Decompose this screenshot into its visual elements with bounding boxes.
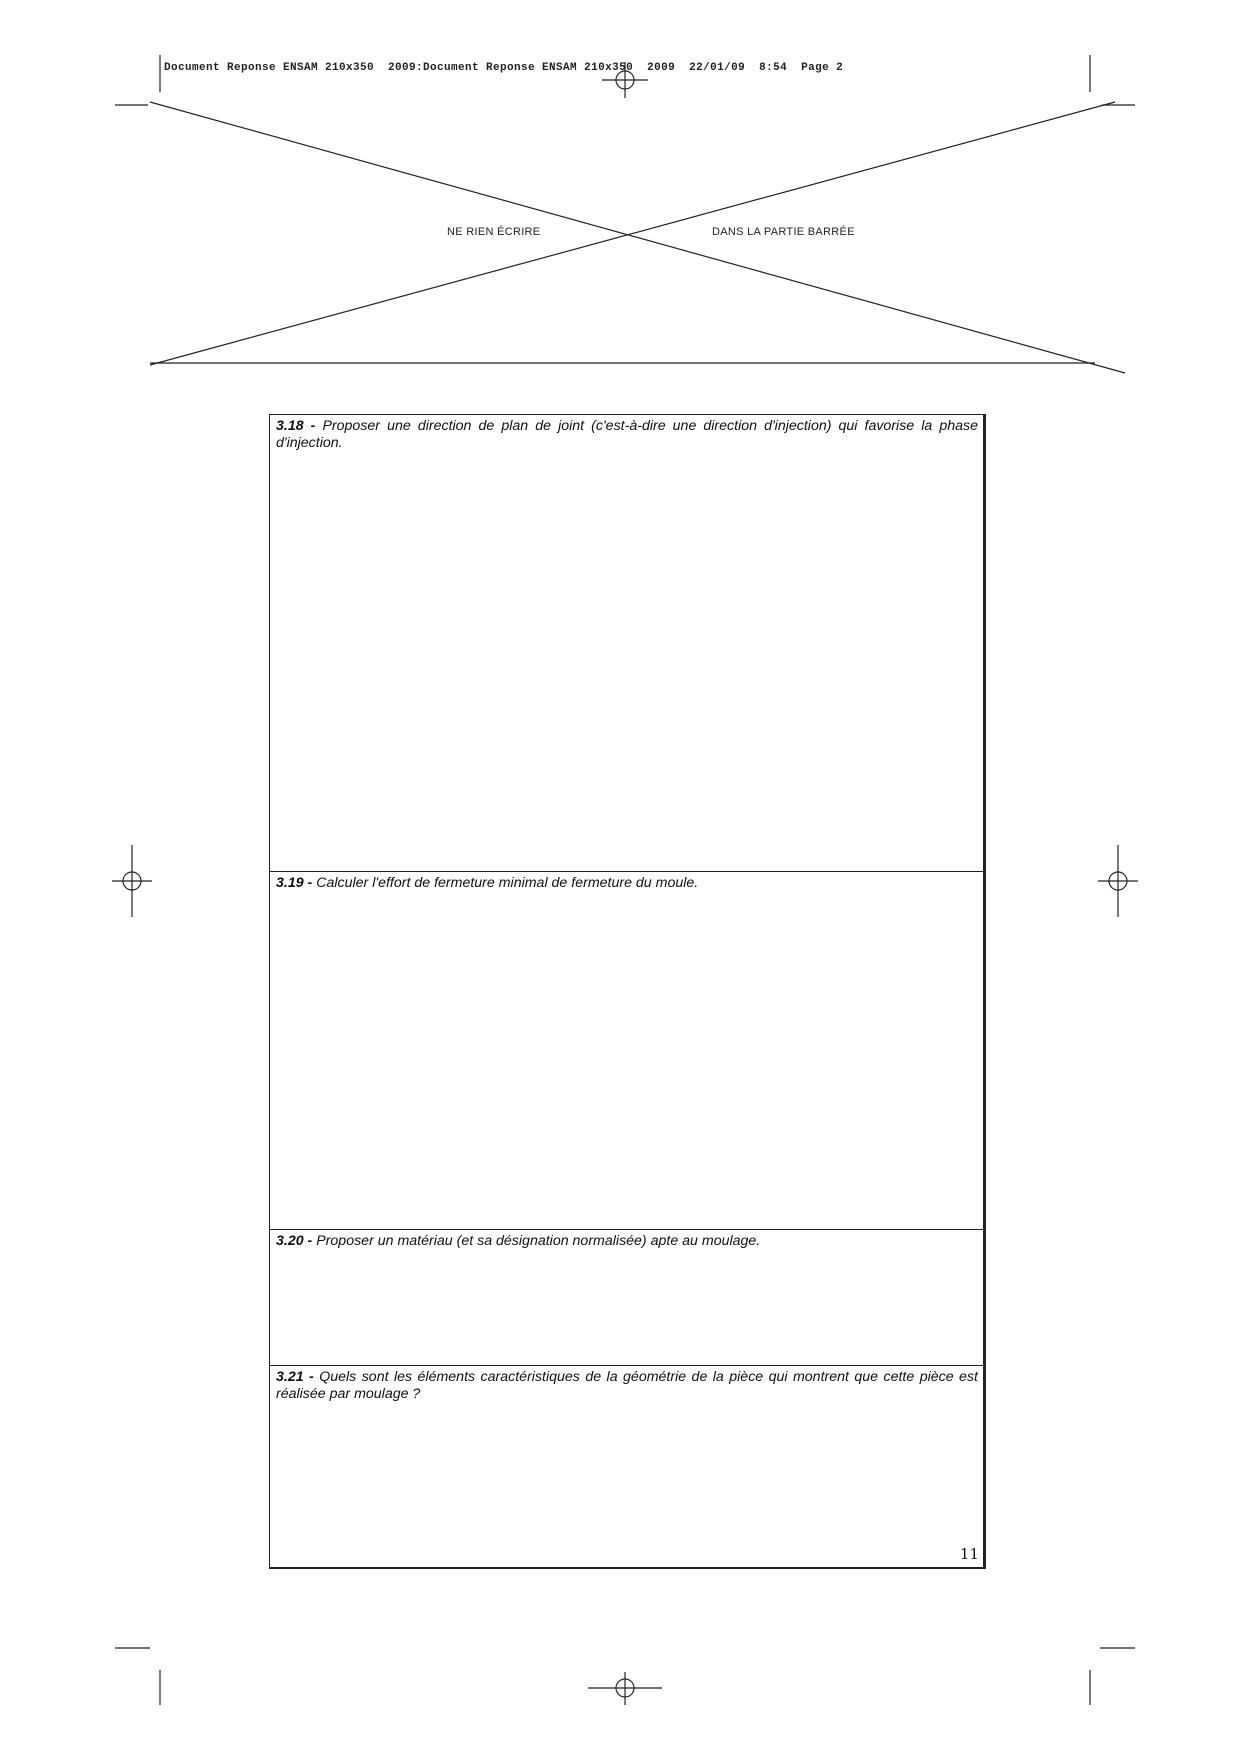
- question-number: 3.20 -: [276, 1233, 313, 1249]
- question-3-21[interactable]: [270, 1365, 983, 1565]
- question-text: Quels sont les éléments caractéristiques de la géométrie de la pièce qui montrent que cette pièce est réalisée par moulage ?: [276, 1369, 978, 1402]
- question-text: Proposer un matériau (et sa désignation normalisée) apte au moulage.: [316, 1233, 761, 1249]
- barred-zone-diagonal-2: [150, 102, 1115, 365]
- answer-box: [269, 414, 986, 1569]
- question-number: 3.19 -: [276, 875, 313, 891]
- barred-zone-left-text: NE RIEN ÉCRIRE: [447, 226, 541, 238]
- print-header: Document Reponse ENSAM 210x350 2009:Document Reponse ENSAM 210x350 2009 22/01/09 8:54 Page 2: [164, 62, 844, 74]
- question-3-18[interactable]: [270, 415, 983, 871]
- question-number: 3.18 -: [276, 418, 316, 434]
- barred-zone-right-text: DANS LA PARTIE BARRÉE: [712, 226, 855, 238]
- question-3-19[interactable]: [270, 871, 983, 1229]
- barred-zone-diagonal-1: [150, 102, 1125, 373]
- question-text: Proposer une direction de plan de joint (c'est-à-dire une direction d'injection) qui favorise la phase d'injection.: [276, 418, 978, 451]
- question-3-20[interactable]: [270, 1229, 983, 1365]
- registration-mark-right: [1098, 845, 1138, 917]
- registration-mark-left: [112, 845, 152, 917]
- question-text: Calculer l'effort de fermeture minimal de fermeture du moule.: [316, 875, 699, 891]
- question-number: 3.21 -: [276, 1369, 314, 1385]
- page-number: 11: [959, 1545, 979, 1563]
- registration-mark-bottom: [588, 1672, 662, 1705]
